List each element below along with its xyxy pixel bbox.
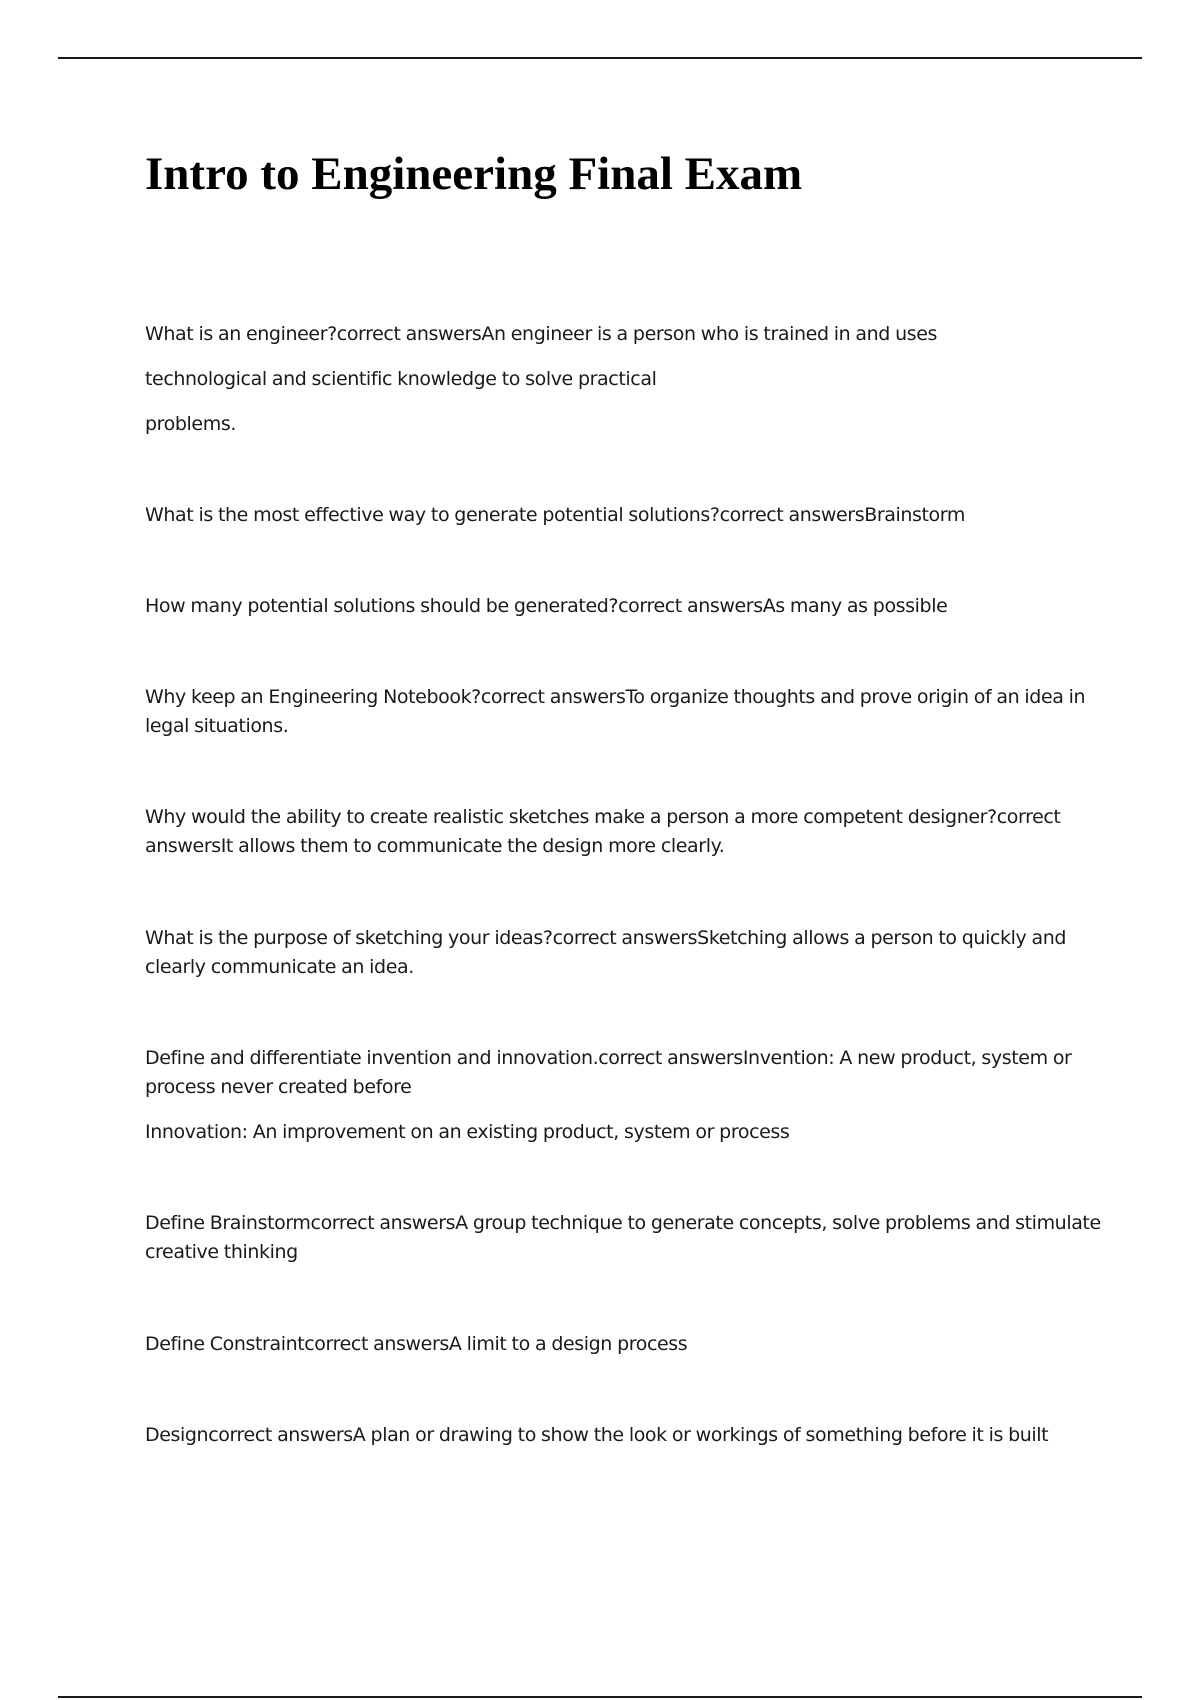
qa-line: Why would the ability to create realistic sketches make a person a more competent designer?correct: [145, 806, 1061, 828]
qa-line: technological and scientific knowledge to solve practical: [145, 368, 657, 390]
qa-line: Define Brainstormcorrect answersA group technique to generate concepts, solve problems and stimulate: [145, 1212, 1101, 1234]
qa-line: What is the purpose of sketching your ideas?correct answersSketching allows a person to quickly and: [145, 927, 1066, 949]
qa-item: [145, 924, 1090, 982]
qa-item: [145, 803, 1090, 861]
qa-item: [145, 1421, 1090, 1450]
qa-line: process never created before: [145, 1076, 412, 1098]
qa-line: Define Constraintcorrect answersA limit to a design process: [145, 1333, 688, 1355]
bottom-rule: [58, 1696, 1142, 1698]
qa-line: Innovation: An improvement on an existing product, system or process: [145, 1121, 790, 1143]
qa-item: [145, 320, 1090, 439]
qa-item: [145, 1330, 1090, 1359]
qa-item: [145, 683, 1090, 741]
top-rule: [58, 57, 1142, 59]
qa-line: How many potential solutions should be generated?correct answersAs many as possible: [145, 595, 948, 617]
qa-item: [145, 501, 1090, 530]
qa-line: What is the most effective way to generate potential solutions?correct answersBrainstorm: [145, 504, 965, 526]
document-title: Intro to Engineering Final Exam: [145, 148, 803, 200]
qa-line: Designcorrect answersA plan or drawing to show the look or workings of something before it is built: [145, 1424, 1049, 1446]
qa-item: [145, 592, 1090, 621]
qa-line: creative thinking: [145, 1241, 298, 1263]
qa-item: [145, 1209, 1101, 1267]
qa-line: legal situations.: [145, 715, 289, 737]
qa-line: Why keep an Engineering Notebook?correct answersTo organize thoughts and prove origin of an idea in: [145, 686, 1086, 708]
qa-line: problems.: [145, 413, 236, 435]
qa-item: [145, 1044, 1090, 1147]
qa-line: Define and differentiate invention and innovation.correct answersInvention: A new product, system or: [145, 1047, 1072, 1069]
qa-line: clearly communicate an idea.: [145, 956, 414, 978]
qa-line: answersIt allows them to communicate the design more clearly.: [145, 835, 725, 857]
qa-line: What is an engineer?correct answersAn engineer is a person who is trained in and uses: [145, 323, 938, 345]
